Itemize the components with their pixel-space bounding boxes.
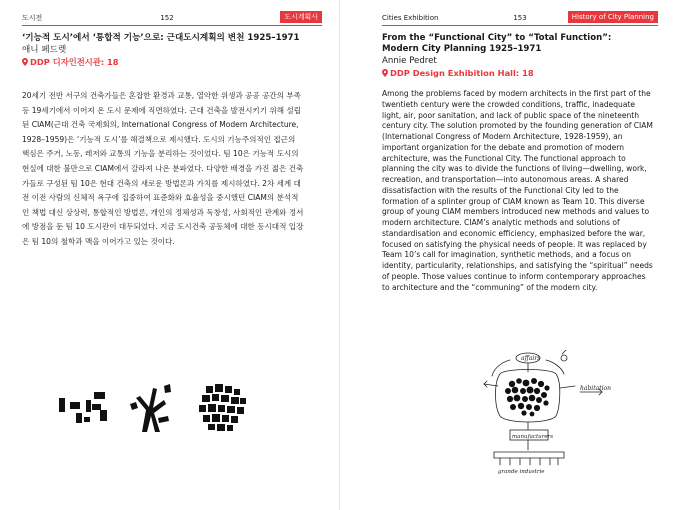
sketch-label-right: habitation: [580, 385, 611, 392]
chapter-tag: 도시계획사: [280, 11, 322, 23]
section-label: Cities Exhibition: [382, 14, 439, 22]
sketch-label-middle: manufacturers: [512, 434, 554, 440]
functional-city-sketch: [480, 350, 620, 475]
article-body: 20세기 전반 서구의 건축가들은 혼잡한 환경과 교통, 열악한 위생과 공공 공간의 부족 등 19세기에서 이어져 온 도시 문제에 직면하였다. 근대 건축을 발전시키기 위해 설립된 CIAM(근대 건축 국제회의, International Congress of Modern Architecture, 1928–1959)은 ‘기능적 도시’를 해결책으로 제시했다. 도시의 기능주의적인 접근의 핵심은 주거, 노동, 레저와 교통의 기능을 분리하는 것이었다. 팀 10은 기능적 도시의 현실에 대한 불만으로 CIAM에서 갈라져 나온 분파였다. 다양한 배경을 가진 젊은 건축가들로 구성된 팀 10은 현대 건축의 새로운 방법론과 가치를 제시하였다. 2차 세계 대전 이전 사람의 신체적 욕구에 집중하여 표준화와 효율성을 중시했던 CIAM의 분석적인 책법 대신 상상력, 통합적인 방법론, 개인의 정체성과 독창성, 사회적인 관계와 정서에 방점을 둔 팀 10 도시관이 대두되었다. 지금 도시건축 공동체에 대한 동시대적 입장은 팀 10의 철학과 맥을 이어가고 있는 것이다.: [22, 91, 304, 246]
page-number: 153: [513, 14, 527, 22]
right-page: [340, 0, 680, 510]
section-label: 도시전: [22, 14, 43, 22]
chapter-tag: History of City Planning: [568, 11, 658, 23]
location-pin-icon: [22, 58, 28, 66]
article-author: 애니 페드렛: [22, 45, 67, 55]
article-title-line-1: From the “Functional City” to “Total Function”:: [382, 33, 612, 43]
dense-fabric-drawing: [199, 384, 246, 431]
running-header-right: [382, 11, 658, 25]
article-body: Among the problems faced by modern architects in the first part of the twentieth century were the crowded conditions, traffic, inadequate light, air, poor sanitation, and lack of public space of the nineteenth century city. The solution promoted by the founding generation of CIAM (International Congress of Modern Architecture, 1928-1959), an important organization for the debate and promotion of modern architecture, was the Functional City. The functional approach to planning the city was to divide the functions of living—dwelling, work, recreation, and transportation—into autonomous areas. A shared dissatisfaction with the results of the Functional City led to the formation of a splinter group of CIAM known as Team 10. This diverse group of young CIAM members introduced new methods and values to modern architecture. CIAM’s analytic methods and solutions of standardisation and economic efficiency, emphasized before the war, focused on satisfying the physical needs of people. It was replaced by Team 10’s call for imagination, synthetic methods, and a focus on identity, particularity, relationships, and satisfying the “spiritual” needs of people. Those values continue to inform contemporary approaches to architecture and the “communing” of the modern city.: [382, 89, 653, 292]
location-pin-icon: [382, 69, 388, 77]
page-number: 152: [160, 14, 174, 22]
block-plan-drawing: [59, 392, 107, 423]
branching-cluster-drawing: [130, 384, 171, 432]
article-heading: [382, 33, 662, 79]
header-rule: [22, 25, 322, 26]
sketch-blob-cluster: [505, 378, 550, 416]
figure-ground-illustration: [56, 380, 276, 440]
article-author: Annie Pedret: [382, 56, 437, 66]
running-header-left: [22, 11, 322, 25]
article-heading: [22, 33, 322, 68]
sketch-label-top: affairs: [521, 355, 541, 362]
header-rule: [382, 25, 658, 26]
article-title-line-2: Modern City Planning 1925–1971: [382, 44, 542, 54]
venue-line: [382, 68, 662, 79]
venue-text: DDP Design Exhibition Hall: 18: [390, 68, 534, 78]
venue-line: [22, 57, 322, 68]
article-title: ‘기능적 도시’에서 ‘통합적 기능’으로: 근대도시계획의 변천 1925–1971: [22, 33, 300, 43]
venue-text: DDP 디자인전시관: 18: [30, 57, 119, 67]
sketch-label-bottom: grande industrie: [498, 469, 545, 475]
